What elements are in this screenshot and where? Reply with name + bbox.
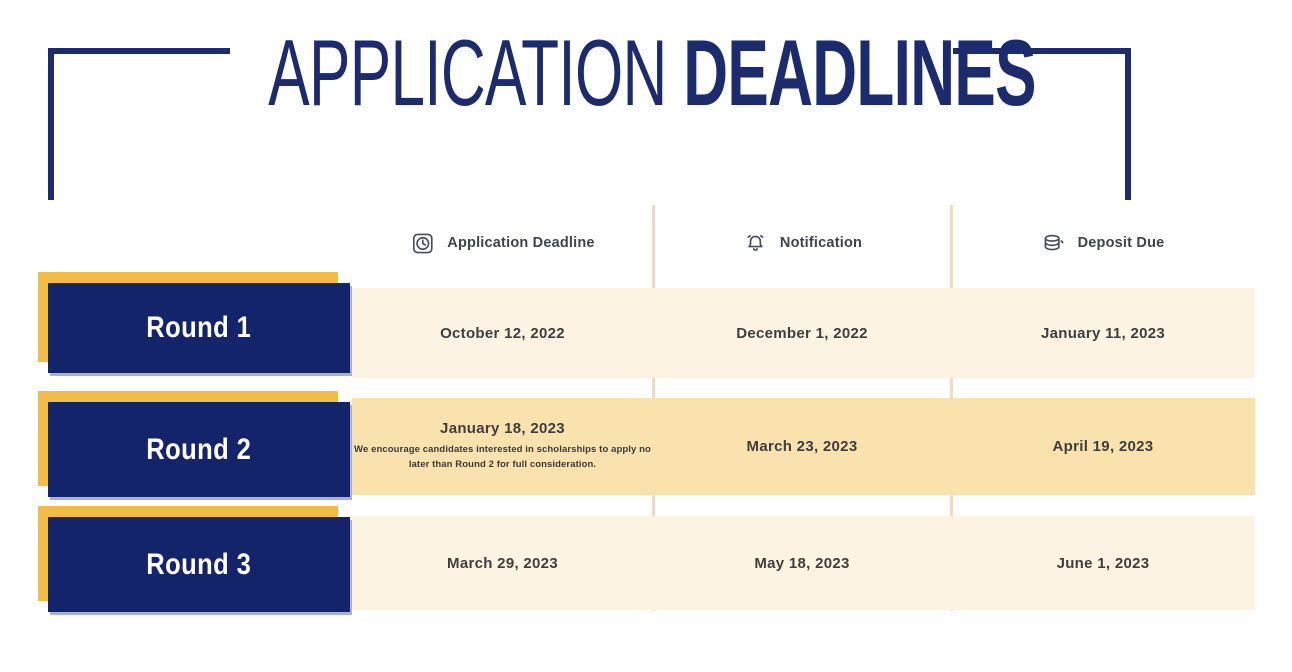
coins-icon	[1042, 232, 1065, 255]
column-header-label: Application Deadline	[447, 235, 595, 251]
cell-round3-application-deadline	[352, 516, 653, 610]
round-tab-navy	[48, 402, 350, 497]
column-header-label: Deposit Due	[1077, 235, 1165, 251]
column-header-label: Notification	[779, 235, 863, 251]
date-value: April 19, 2023	[1052, 438, 1154, 455]
date-value: March 23, 2023	[746, 438, 858, 455]
row-round-3	[352, 516, 1255, 610]
column-header-notification	[744, 229, 862, 257]
date-value: January 11, 2023	[1040, 324, 1166, 342]
cell-round2-application-deadline	[352, 398, 653, 495]
cell-round1-deposit-due	[951, 288, 1255, 378]
page-title	[268, 20, 1036, 125]
bell-icon	[744, 232, 767, 255]
round-1-tab	[38, 272, 352, 373]
cell-round2-deposit-due	[951, 398, 1255, 495]
round-label: Round 3	[146, 547, 252, 581]
scholarship-note: We encourage candidates interested in scholarships to apply no later than Round 2 for full consideration.	[354, 444, 651, 470]
date-value: June 1, 2023	[1056, 554, 1150, 572]
clock-icon	[411, 232, 434, 255]
row-round-2	[352, 398, 1255, 495]
cell-round1-application-deadline	[352, 288, 653, 378]
round-tab-navy	[48, 517, 350, 612]
date-value: May 18, 2023	[754, 554, 850, 572]
round-label: Round 2	[146, 432, 252, 466]
date-value: October 12, 2022	[440, 324, 565, 342]
date-value: March 29, 2023	[447, 554, 558, 572]
column-header-application-deadline	[411, 229, 594, 257]
cell-round3-deposit-due	[951, 516, 1255, 610]
title-word-application: APPLICATION	[268, 20, 667, 125]
title-word-deadlines: DEADLINES	[683, 20, 1036, 125]
round-tab-navy	[48, 283, 350, 373]
cell-round2-notification	[653, 398, 951, 495]
round-label: Round 1	[146, 311, 252, 344]
date-value: January 18, 2023	[440, 420, 565, 438]
row-round-1	[352, 288, 1255, 378]
frame-bracket-left	[48, 48, 230, 200]
round-2-tab	[38, 391, 352, 497]
column-header-deposit-due	[1042, 229, 1165, 257]
cell-round1-notification	[653, 288, 951, 378]
round-3-tab	[38, 506, 352, 612]
date-value: December 1, 2022	[736, 324, 868, 342]
cell-round3-notification	[653, 516, 951, 610]
